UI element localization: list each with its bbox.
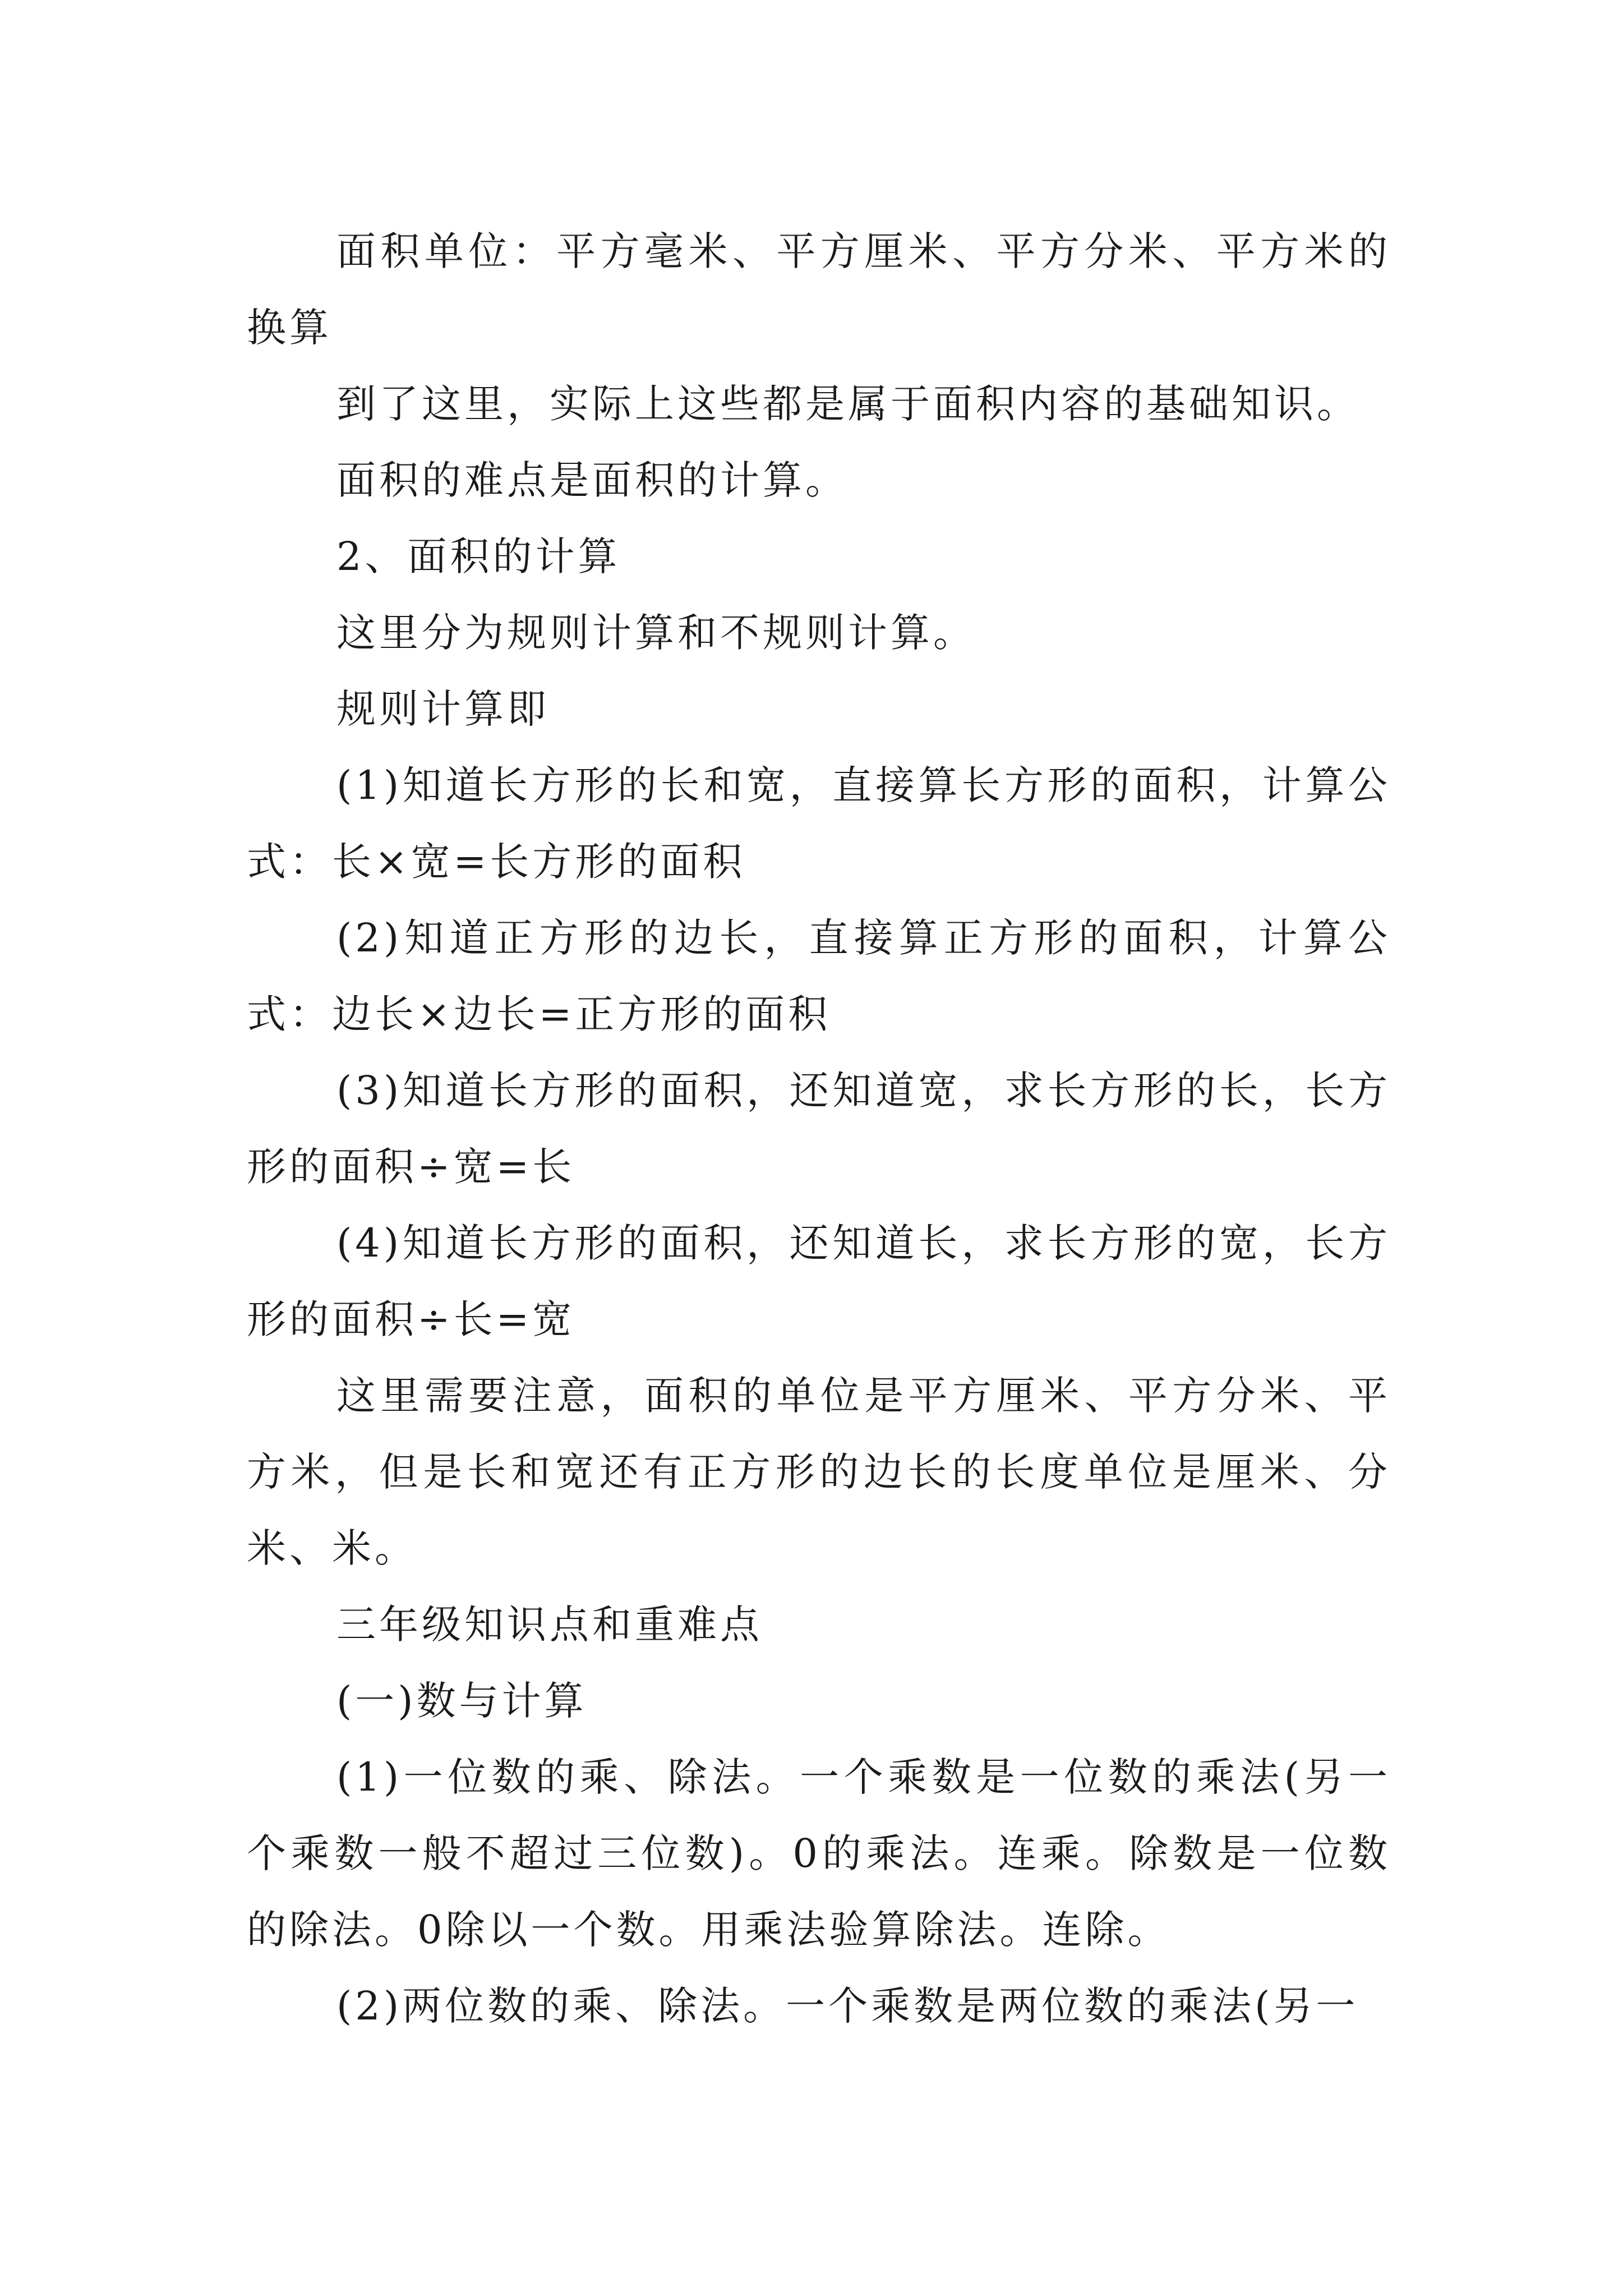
section-heading-grade-three: 三年级知识点和重难点 [336,1602,763,1648]
paragraph-regular-calculation: 规则计算即 [336,686,550,732]
paragraph-unit-note: 这里需要注意，面积的单位是平方厘米、平方分米、平方米，但是长和宽还有正方形的边长的长度单位是厘米、分米、米。 [247,1373,1391,1571]
document-body [247,213,1391,2044]
list-item-one-digit: (1)一位数的乘、除法。一个乘数是一位数的乘法(另一个乘数一般不超过三位数)。0的乘法。连乘。除数是一位数的除法。0除以一个数。用乘法验算除法。连除。 [247,1754,1391,1953]
list-item-rectangle-width: (4)知道长方形的面积，还知道长，求长方形的宽，长方形的面积÷长=宽 [247,1220,1391,1342]
list-item-square-area: (2)知道正方形的边长，直接算正方形的面积，计算公式：边长×边长=正方形的面积 [247,915,1391,1037]
paragraph-calculation-types: 这里分为规则计算和不规则计算。 [336,610,976,656]
subsection-heading-numbers: (一)数与计算 [336,1678,587,1724]
list-item-rectangle-length: (3)知道长方形的面积，还知道宽，求长方形的长，长方形的面积÷宽=长 [247,1068,1391,1190]
paragraph-difficulty: 面积的难点是面积的计算。 [336,457,848,503]
list-item-two-digit: (2)两位数的乘、除法。一个乘数是两位数的乘法(另一 [336,1983,1359,2029]
section-heading-area-calculation: 2、面积的计算 [336,533,621,579]
list-item-rectangle-area: (1)知道长方形的长和宽，直接算长方形的面积，计算公式：长×宽=长方形的面积 [247,762,1391,885]
paragraph-basic-knowledge: 到了这里，实际上这些都是属于面积内容的基础知识。 [336,381,1359,427]
paragraph-area-units: 面积单位：平方毫米、平方厘米、平方分米、平方米的换算 [247,228,1391,351]
